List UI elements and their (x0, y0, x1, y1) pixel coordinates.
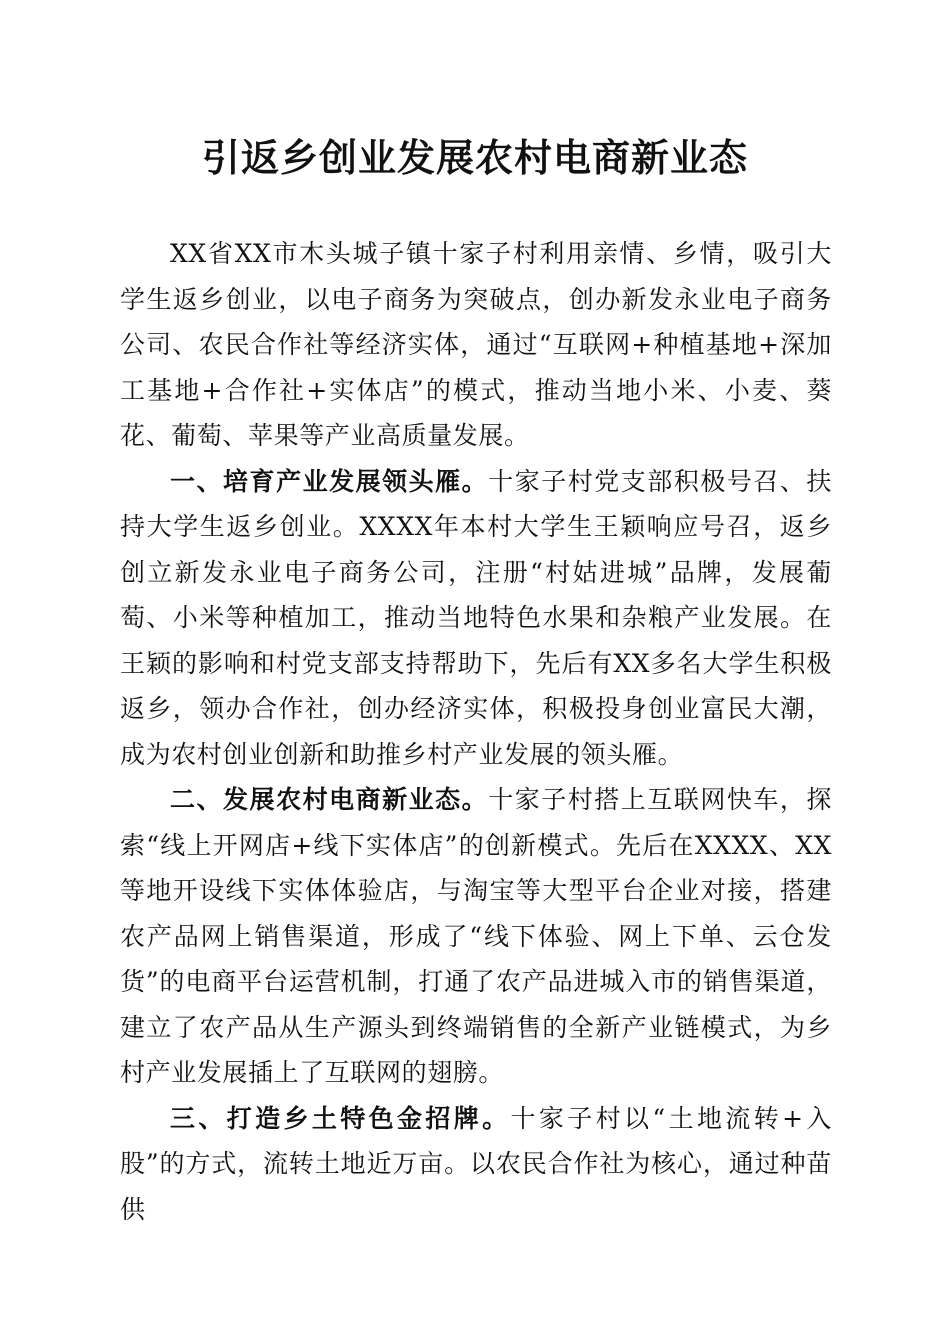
section-paragraph-1 (120, 459, 832, 778)
section-text-1: 十家子村党支部积极号召、扶持大学生返乡创业。XXXX年本村大学生王颖响应号召，返乡创立新发永业电子商务公司，注册“村姑进城”品牌，发展葡萄、小米等种植加工，推动当地特色水果和杂粮产业发展。在王颖的影响和村党支部支持帮助下，先后有XX多名大学生积极返乡，领办合作社，创办经济实体，积极投身创业富民大潮，成为农村创业创新和助推乡村产业发展的领头雁。 (120, 466, 832, 769)
document-body (120, 231, 832, 1232)
section-heading-1: 一、培育产业发展领头雁。 (170, 466, 489, 496)
section-text-3: 十家子村以“土地流转+入股”的方式，流转土地近万亩。以农民合作社为核心，通过种苗供 (120, 1103, 833, 1224)
intro-paragraph: XX省XX市木头城子镇十家子村利用亲情、乡情，吸引大学生返乡创业，以电子商务为突破点，创办新发永业电子商务公司、农民合作社等经济实体，通过“互联网+种植基地+深加工基地+合作社+实体店”的模式，推动当地小米、小麦、葵花、葡萄、苹果等产业高质量发展。 (120, 239, 832, 450)
section-heading-3: 三、打造乡土特色金招牌。 (170, 1103, 511, 1133)
section-heading-2: 二、发展农村电商新业态。 (170, 785, 489, 814)
document-title: 引返乡创业发展农村电商新业态 (201, 135, 748, 180)
section-text-2: 十家子村搭上互联网快车，探索“线上开网店+线下实体店”的创新模式。先后在XXXX、XX等地开设线下实体体验店，与淘宝等大型平台企业对接，搭建农产品网上销售渠道，形成了“线下体验、网上下单、云仓发货”的电商平台运营机制，打通了农产品进城入市的销售渠道，建立了农产品从生产源头到终端销售的全新产业链模式，为乡村产业发展插上了互联网的翅膀。 (120, 785, 832, 1087)
section-paragraph-2 (120, 777, 832, 1096)
section-paragraph-3 (120, 1096, 832, 1233)
